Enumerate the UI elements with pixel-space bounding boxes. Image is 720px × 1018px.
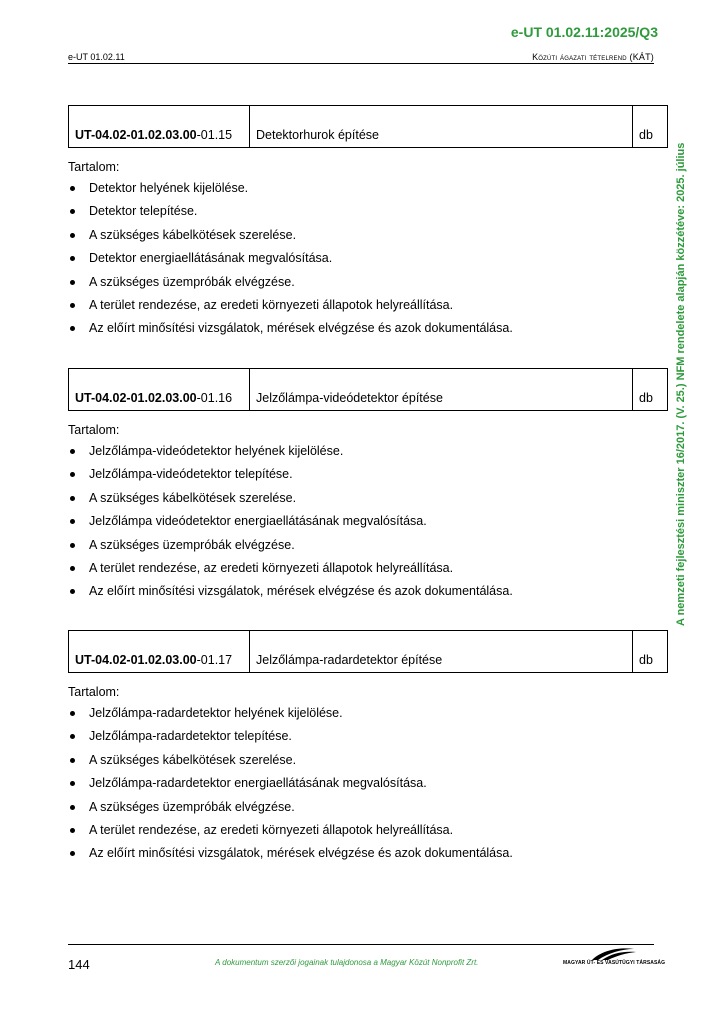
list-item: Jelzőlámpa videódetektor energiaellátásának megvalósítása.	[68, 513, 668, 536]
content-label: Tartalom:	[68, 685, 120, 699]
item-unit: db	[633, 631, 668, 673]
item-code-main: UT-04.02-01.02.03.00	[75, 653, 197, 667]
list-item: Jelzőlámpa-radardetektor energiaellátásának megvalósítása.	[68, 775, 668, 798]
list-item: Jelzőlámpa-videódetektor telepítése.	[68, 466, 668, 489]
item-section	[68, 105, 668, 344]
header-right: Közúti ágazati tételrend (KÁT)	[532, 52, 654, 62]
item-code	[69, 106, 250, 148]
header-left: e-UT 01.02.11	[68, 52, 125, 62]
list-item: A szükséges kábelkötések szerelése.	[68, 227, 668, 250]
item-title: Jelzőlámpa-videódetektor építése	[250, 369, 633, 411]
list-item: A szükséges kábelkötések szerelése.	[68, 752, 668, 775]
list-item: Jelzőlámpa-radardetektor helyének kijelölése.	[68, 705, 668, 728]
list-item: A szükséges üzempróbák elvégzése.	[68, 274, 668, 297]
content-list	[68, 443, 668, 607]
item-code-main: UT-04.02-01.02.03.00	[75, 391, 197, 405]
content-list	[68, 705, 668, 869]
list-item: Az előírt minősítési vizsgálatok, mérések elvégzése és azok dokumentálása.	[68, 583, 668, 606]
list-item: A szükséges üzempróbák elvégzése.	[68, 799, 668, 822]
list-item: A terület rendezése, az eredeti környezeti állapotok helyreállítása.	[68, 822, 668, 845]
item-code	[69, 631, 250, 673]
list-item: A terület rendezése, az eredeti környezeti állapotok helyreállítása.	[68, 297, 668, 320]
item-title: Detektorhurok építése	[250, 106, 633, 148]
list-item: Detektor helyének kijelölése.	[68, 180, 668, 203]
document-code: e-UT 01.02.11:2025/Q3	[510, 24, 658, 40]
content-label: Tartalom:	[68, 160, 120, 174]
footer-divider	[68, 944, 654, 945]
content-list	[68, 180, 668, 344]
list-item: Jelzőlámpa-videódetektor helyének kijelölése.	[68, 443, 668, 466]
list-item: Az előírt minősítési vizsgálatok, mérések elvégzése és azok dokumentálása.	[68, 845, 668, 868]
item-header-table	[68, 630, 668, 673]
list-item: Az előírt minősítési vizsgálatok, mérések elvégzése és azok dokumentálása.	[68, 320, 668, 343]
page-number: 144	[68, 957, 90, 972]
list-item: A szükséges kábelkötések szerelése.	[68, 490, 668, 513]
item-unit: db	[633, 369, 668, 411]
list-item: Detektor energiaellátásának megvalósítása.	[68, 250, 668, 273]
item-code-suffix: -01.15	[196, 128, 233, 142]
header-divider	[68, 63, 654, 64]
list-item: A szükséges üzempróbák elvégzése.	[68, 537, 668, 560]
item-code-suffix: -01.16	[196, 391, 233, 405]
logo-text: MAGYAR ÚT- ÉS VASÚTÜGYI TÁRSASÁG	[563, 960, 666, 966]
item-unit: db	[633, 106, 668, 148]
item-header-table	[68, 105, 668, 148]
content-label: Tartalom:	[68, 423, 120, 437]
item-code-suffix: -01.17	[196, 653, 233, 667]
list-item: Jelzőlámpa-radardetektor telepítése.	[68, 728, 668, 751]
list-item: A terület rendezése, az eredeti környezeti állapotok helyreállítása.	[68, 560, 668, 583]
item-code	[69, 369, 250, 411]
item-title: Jelzőlámpa-radardetektor építése	[250, 631, 633, 673]
item-code-main: UT-04.02-01.02.03.00	[75, 128, 197, 142]
footer-copyright: A dokumentum szerzői jogainak tulajdonosa a Magyar Közút Nonprofit Zrt.	[215, 958, 479, 967]
side-publication-note: A nemzeti fejlesztési miniszter 16/2017. (V. 25.) NFM rendelete alapján közzétéve: 2025. július	[675, 142, 687, 626]
item-header-table	[68, 368, 668, 411]
item-section	[68, 630, 668, 869]
item-section	[68, 368, 668, 607]
list-item: Detektor telepítése.	[68, 203, 668, 226]
